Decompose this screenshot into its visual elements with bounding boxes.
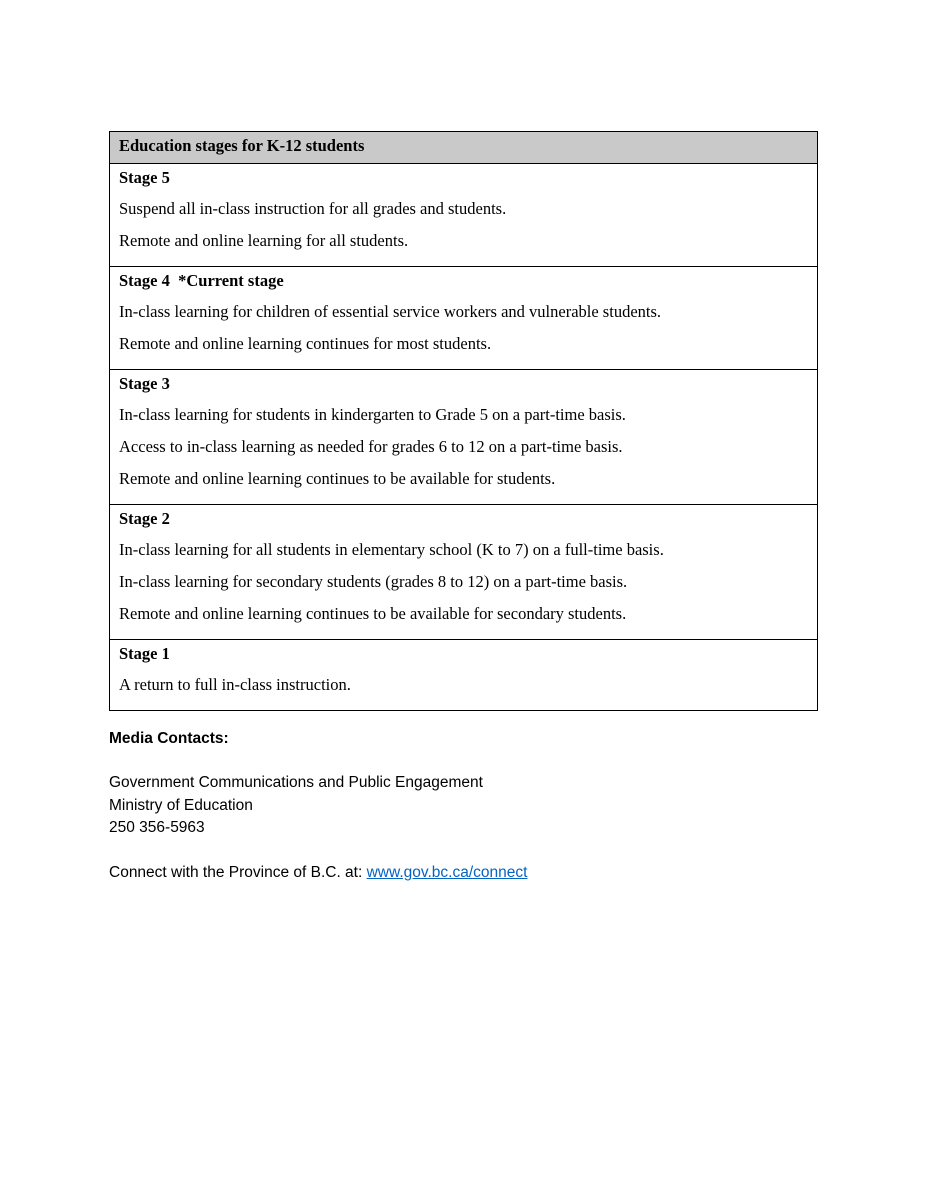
- stage-description: In-class learning for all students in elementary school (K to 7) on a full-time basis.: [119, 540, 664, 559]
- stage-description: Suspend all in-class instruction for all grades and students.: [119, 199, 507, 218]
- connect-prefix: Connect with the Province of B.C. at:: [109, 863, 367, 881]
- stage-row-3: [110, 370, 817, 505]
- stage-row-4: [110, 267, 817, 370]
- stage-title: Stage 5: [119, 168, 170, 187]
- stage-description: In-class learning for students in kindergarten to Grade 5 on a part-time basis.: [119, 405, 626, 424]
- stage-description: In-class learning for children of essential service workers and vulnerable students.: [119, 302, 662, 321]
- stage-row-5: [110, 164, 817, 267]
- contact-phone: 250 356-5963: [109, 819, 205, 836]
- stage-description: Access to in-class learning as needed for grades 6 to 12 on a part-time basis.: [119, 437, 623, 456]
- stage-description: In-class learning for secondary students (grades 8 to 12) on a part-time basis.: [119, 572, 628, 591]
- media-contacts-heading: Media Contacts:: [109, 730, 229, 747]
- stage-title: Stage 2: [119, 509, 170, 528]
- table-header: Education stages for K-12 students: [110, 132, 817, 164]
- connect-line: [109, 862, 527, 884]
- stage-title: Stage 4 *Current stage: [119, 271, 284, 290]
- media-contacts-section: [109, 728, 527, 884]
- contact-ministry: Ministry of Education: [109, 796, 253, 814]
- stage-description: Remote and online learning continues to be available for secondary students.: [119, 604, 627, 623]
- stage-description: Remote and online learning continues for most students.: [119, 334, 492, 353]
- stage-title: Stage 1: [119, 644, 170, 663]
- stage-description: Remote and online learning for all students.: [119, 231, 409, 250]
- stage-title: Stage 3: [119, 374, 170, 393]
- stage-row-1: [110, 640, 817, 710]
- connect-link[interactable]: www.gov.bc.ca/connect: [366, 863, 528, 881]
- education-stages-table: [109, 131, 818, 711]
- stage-description: Remote and online learning continues to be available for students.: [119, 469, 556, 488]
- stage-row-2: [110, 505, 817, 640]
- contact-organization: Government Communications and Public Engagement: [109, 774, 483, 791]
- contact-details: [109, 772, 527, 840]
- stage-description: A return to full in-class instruction.: [119, 675, 351, 694]
